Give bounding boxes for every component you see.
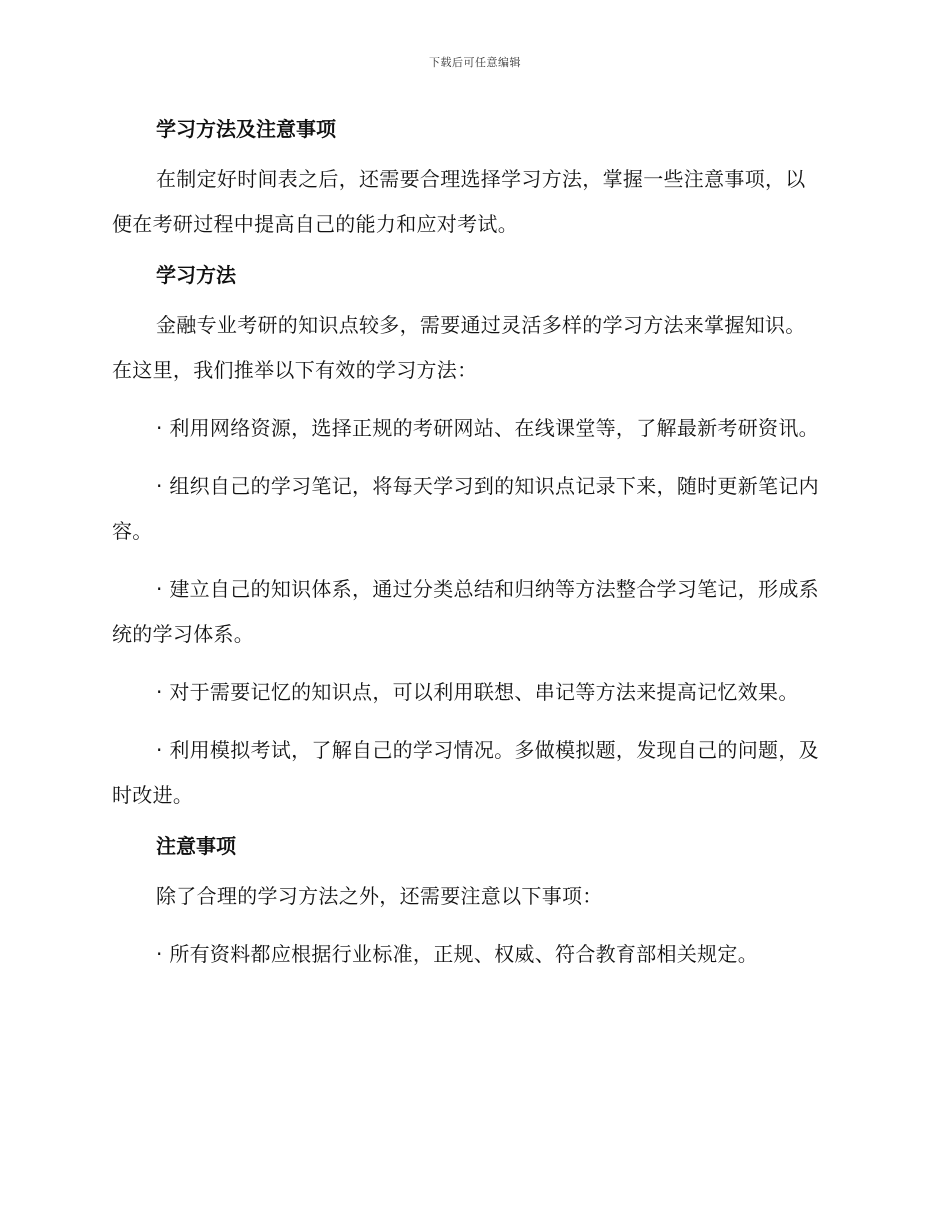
list-item: · 所有资料都应根据行业标准，正规、权威、符合教育部相关规定。 bbox=[156, 942, 759, 966]
section-heading-methods: 学习方法 bbox=[156, 263, 236, 287]
header-note: 下载后可任意编辑 bbox=[429, 56, 521, 69]
list-item: · 利用模拟考试，了解自己的学习情况。多做模拟题，发现自己的问题，及时改进。 bbox=[112, 738, 819, 807]
methods-intro-paragraph: 金融专业考研的知识点较多，需要通过灵活多样的学习方法来掌握知识。在这里，我们推举以下有效的学习方法： bbox=[112, 313, 806, 382]
document-body bbox=[112, 114, 824, 977]
section-heading-main: 学习方法及注意事项 bbox=[156, 117, 336, 141]
list-item: · 利用网络资源，选择正规的考研网站、在线课堂等，了解最新考研资讯。 bbox=[156, 416, 819, 440]
section-heading-notes: 注意事项 bbox=[156, 834, 236, 858]
notes-intro-paragraph: 除了合理的学习方法之外，还需要注意以下事项： bbox=[156, 884, 603, 908]
intro-paragraph: 在制定好时间表之后，还需要合理选择学习方法，掌握一些注意事项，以便在考研过程中提高自己的能力和应对考试。 bbox=[112, 167, 806, 236]
list-item: · 组织自己的学习笔记，将每天学习到的知识点记录下来，随时更新笔记内容。 bbox=[112, 474, 819, 543]
list-item: · 对于需要记忆的知识点，可以利用联想、串记等方法来提高记忆效果。 bbox=[156, 680, 799, 704]
list-item: · 建立自己的知识体系，通过分类总结和归纳等方法整合学习笔记，形成系统的学习体系。 bbox=[112, 577, 819, 646]
